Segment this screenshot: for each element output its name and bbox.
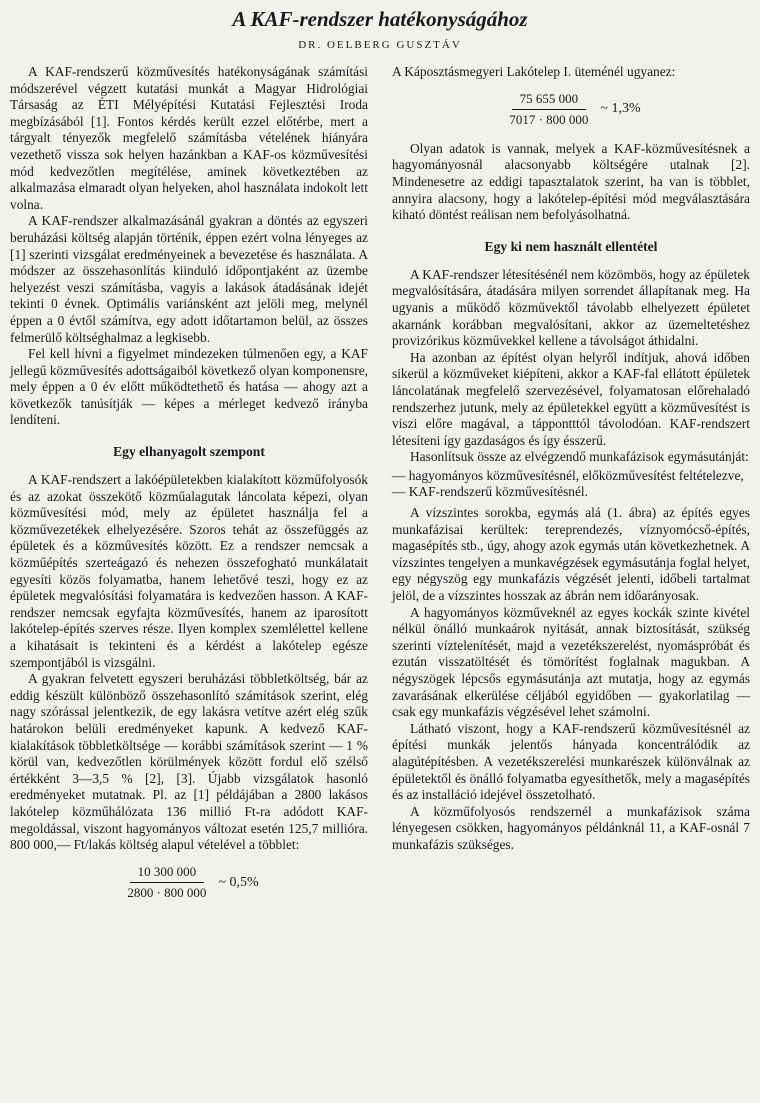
paragraph: A KAF-rendszer létesítésénél nem közömbös, hogy az épületek megvalósítására, átadására milyen sorrendet állapítanak meg. Ha ugyanis a működő közművektől távolabb elhelyezett épületet akarnánk korábban megvalósítani, akkor az üzemeltetéshez provizórikus közművekkel kellene a távolságot áthidalni. <box>392 266 750 349</box>
paragraph: Olyan adatok is vannak, melyek a KAF-közművesítésnek a hagyományosnál alacsonyabb költségére utalnak [2]. Mindenesetre az eddigi tapasztalatok szerint, ha van is többlet, annyira alacsony, hogy a lakótelep-építési mód megválasztására kiható döntést reálisan nem befolyásolhatná. <box>392 140 750 223</box>
fraction-denominator: 2800 · 800 000 <box>127 885 207 901</box>
right-column <box>392 64 750 914</box>
paragraph: A KAF-rendszert a lakóépületekben kialakított közműfolyosók és az azokat összekötő közműalagutak láncolata képezi, olyan közművesítési mód, mely az épületet használja fel a közművezetékek elhelyezésére. Szoros tehát az összefüggés az épületek és a közművesítés között. Ez a rendszer nemcsak a közműépítés szerteágazó és nehezen összefogható munkálatait egyesíti közös folyamatba, hanem lehetővé teszi, hogy ez az épületek megvalósítási folyamatára is kedvezően hasson. A KAF-rendszer nemcsak egyfajta közművesítés, hanem az iparosított lakótelep-építés szerves része. Ilyen komplex szemlélettel kellene a kihatásait is tekinteni és a kérdést a lakótelep egésze szempontjából is vizsgálni. <box>10 472 368 670</box>
formula <box>392 91 750 129</box>
paragraph: Fel kell hívni a figyelmet mindezeken túlmenően egy, a KAF jellegű közművesítés adottságaiból következő olyan komponensre, mely éppen a 0 év előtt működtethető és hatása — ahogy azt a következők tanúsítják — képes a mérleget kedvező irányba lendíteni. <box>10 346 368 428</box>
paragraph: A hagyományos közműveknél az egyes kockák szinte kivétel nélkül önálló munkaárok nyitását, annak biztosítását, szükség szerinti víztelenítését, majd a vezetékszerelést, nyomáspróbát és ezután visszatöltését és tömörítést foglalnak magukban. A négyszögek lépcsős egymásutánja azt mutatja, hogy az egymás zavarásának elkerülése céljából egyidőben — gyakorlatilag — csak egy munkafázis végzésével lehet számolni. <box>392 604 750 720</box>
article-title: A KAF-rendszer hatékonyságához <box>232 7 528 31</box>
fraction <box>501 91 596 129</box>
section-heading: Egy ki nem használt ellentétel <box>484 238 658 254</box>
paragraph: A gyakran felvetett egyszeri beruházási többletköltség, bár az eddig készült különböző összehasonlító számítások szerint, elég nagy szórással jelentkezik, de egy lakásra vetítve azért elég szűk határokon belüli eredményeket kapunk. A kedvező KAF-kialakítások többletköltsége — korábbi számítások szerint — 1 % körül van, kedvezőtlen körülmények között fordul elő szélső értékként 3—3,5 % [2], [3]. Újabb vizsgálatok hasonló eredményeket mutatnak. Pl. az [1] példájában a 2800 lakásos lakótelep közműhálózata 136 millió Ft-ra adódott KAF-megoldással, viszont hagyományos változat esetén 125,7 millióra. 800 000,— Ft/lakás költség alapul vételével a többlet: <box>10 671 368 853</box>
section-heading: Egy elhanyagolt szempont <box>113 444 265 460</box>
formula <box>10 864 368 902</box>
formula-result: ~ 0,5% <box>218 874 259 890</box>
list-item: — hagyományos közművesítésnél, előközművesítést feltételezve, <box>392 468 750 485</box>
fraction-numerator: 10 300 000 <box>130 864 205 884</box>
article-columns <box>10 64 750 914</box>
article-author: DR. OELBERG GUSZTÁV <box>298 39 462 51</box>
formula-result: ~ 1,3% <box>600 101 641 117</box>
paragraph: A KAF-rendszerű közművesítés hatékonyságának számítási módszerével végzett kutatási munkát a Magyar Hidrológiai Társaság az ÉTI Mélyépítési Kutatási Fejlesztési Iroda megbízásából [1]. Fontos kérdés került ezzel előtérbe, mert a tárgyalt tényezők megfelelő számításba vételének hiányára vezethető vissza sok helyen hazánkban a KAF-os közművesítési mód kedvezőtlen megítélése, aminek következtében az alkalmazása elmaradt olyan helyeken, ahol használata indokolt lett volna. <box>10 64 368 212</box>
paragraph: A vízszintes sorokba, egymás alá (1. ábra) az építés egyes munkafázisai kerültek: tereprendezés, víznyomócső-építés, magasépítés stb., úgy, ahogy azok egymás után következhetnek. A vízszintes tengelyen a munkavégzések egymásutánja foglal helyet, egy négyszög egy munkafázis végzését jelenti, időbeli tartalmat jelöl, de a vízszintes hosszak az ábrán nem időarányosak. <box>392 505 750 604</box>
fraction <box>119 864 214 902</box>
phase-list <box>392 468 750 501</box>
paragraph: A közműfolyosós rendszernél a munkafázisok száma lényegesen csökken, hagyományos példánknál 11, a KAF-osnál 7 munkafázis szükséges. <box>392 803 750 852</box>
fraction-numerator: 75 655 000 <box>512 91 587 111</box>
list-item: — KAF-rendszerű közművesítésnél. <box>392 484 750 501</box>
paragraph: Látható viszont, hogy a KAF-rendszerű közművesítésnél az építési munkák jelentős hányada koncentrálódik az alagútépítésben. A vezetékszerelési munkarészek különválnak az épületektől és önálló folyamatba egyesíthetők, mely a magasépítés és az installáció idejével összetolható. <box>392 720 750 803</box>
left-column <box>10 64 368 914</box>
paragraph: A KAF-rendszer alkalmazásánál gyakran a döntés az egyszeri beruházási költség alapján történik, éppen ezért volna lényeges az [1] szerinti vizsgálat eredményeinek a bevezetése és használata. A módszer az összehasonlítás kiinduló időpontjaként az üzembe helyezést veszi számításba, vagyis a lakások átadásának idejét tekinti 0 évnek. Optimális variánsként azt jelöli meg, melynél éppen a 0 évtől számítva, egy adott időtartamon belül, az összes felmerülő költséghalmaz a legkisebb. <box>10 213 368 345</box>
paragraph: A Káposztásmegyeri Lakótelep I. üteménél ugyanez: <box>392 64 676 79</box>
fraction-denominator: 7017 · 800 000 <box>509 112 589 128</box>
paragraph: Hasonlítsuk össze az elvégzendő munkafázisok egymásutánját: <box>410 449 749 465</box>
paragraph: Ha azonban az építést olyan helyről indítjuk, ahová időben sikerül a közműveket kiépíteni, akkor a KAF-fal ellátott épületek láncolatának megfelelő szervezésével, folyamatosan előrehaladó rendszerhez jutunk, mely az épületekkel együtt a közművesítést is viszi előre magával, a táppontttól távolodóan. KAF-rendszert létesíteni így gazdaságos és így ésszerű. <box>392 349 750 448</box>
